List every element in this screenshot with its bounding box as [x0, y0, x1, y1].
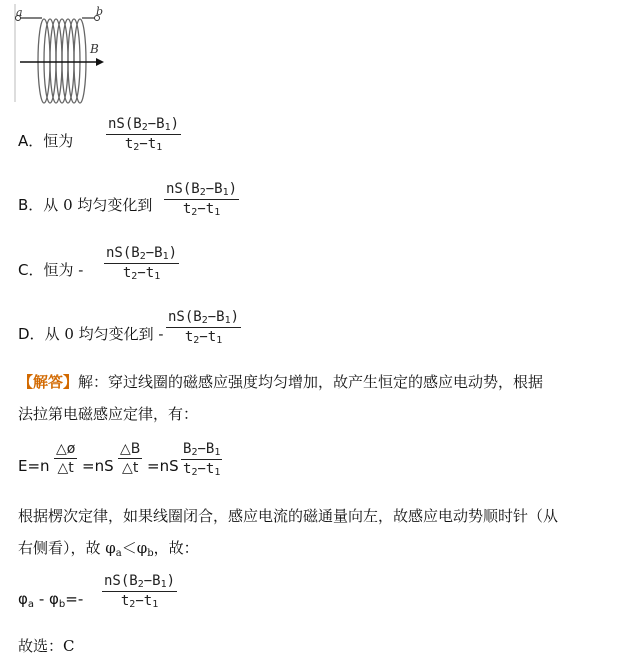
- option-text: 恒为: [43, 132, 74, 150]
- equation-prefix: E=n: [18, 457, 50, 475]
- frac-dphi-dt: $\frac{\triangle ø}{\triangle t}$: [56, 441, 76, 476]
- answer-line-1: 【解答】解：穿过线圈的磁感应强度均匀增加，故产生恒定的感应电动势，根据: [18, 373, 544, 391]
- option-d: [18, 324, 163, 344]
- option-letter: B．: [18, 196, 44, 214]
- frac-db-dt: $\frac{\triangle B}{\triangle t}$: [120, 441, 141, 476]
- para2-line-2: 右侧看），故 $\varphi_a<\varphi_b$，故：: [18, 539, 199, 559]
- option-letter: D．: [18, 325, 45, 343]
- fraction-b: $\frac{nS(B_2-B_1)}{t_2-t_1}$: [166, 181, 238, 218]
- option-text: 从 0 均匀变化到 -: [44, 325, 164, 343]
- equation-mid-1: =nS: [82, 457, 114, 475]
- phi-difference: $\varphi_a - \varphi_b=-$: [18, 590, 84, 610]
- option-a: [18, 131, 73, 151]
- frac-b-t: $\frac{B_2-B_1}{t_2-t_1}$: [183, 441, 221, 478]
- option-b: [18, 195, 152, 215]
- option-text: 恒为 -: [43, 261, 84, 279]
- fraction-phi: $\frac{nS(B_2-B_1)}{t_2-t_1}$: [104, 573, 176, 610]
- option-letter: C．: [18, 261, 44, 279]
- final-answer: 故选：C: [18, 637, 75, 655]
- label-B: B: [90, 42, 99, 56]
- coil-figure: [10, 4, 120, 104]
- option-letter: A．: [18, 132, 44, 150]
- fraction-d: $\frac{nS(B_2-B_1)}{t_2-t_1}$: [168, 309, 240, 346]
- label-b: b: [96, 5, 104, 18]
- answer-bracket: 【解答】: [18, 373, 79, 391]
- fraction-a: $\frac{nS(B_2-B_1)}{t_2-t_1}$: [108, 116, 180, 153]
- para2-line-1: 根据楞次定律，如果线圈闭合，感应电流的磁通量向左，故感应电动势顺时针（从: [18, 507, 559, 525]
- answer-line-2: 法拉第电磁感应定律，有：: [18, 405, 199, 423]
- label-a: a: [16, 6, 23, 19]
- option-c: [18, 260, 83, 280]
- equation-mid-2: =nS: [147, 457, 179, 475]
- option-text: 从 0 均匀变化到: [43, 196, 153, 214]
- fraction-c: $\frac{nS(B_2-B_1)}{t_2-t_1}$: [106, 245, 178, 282]
